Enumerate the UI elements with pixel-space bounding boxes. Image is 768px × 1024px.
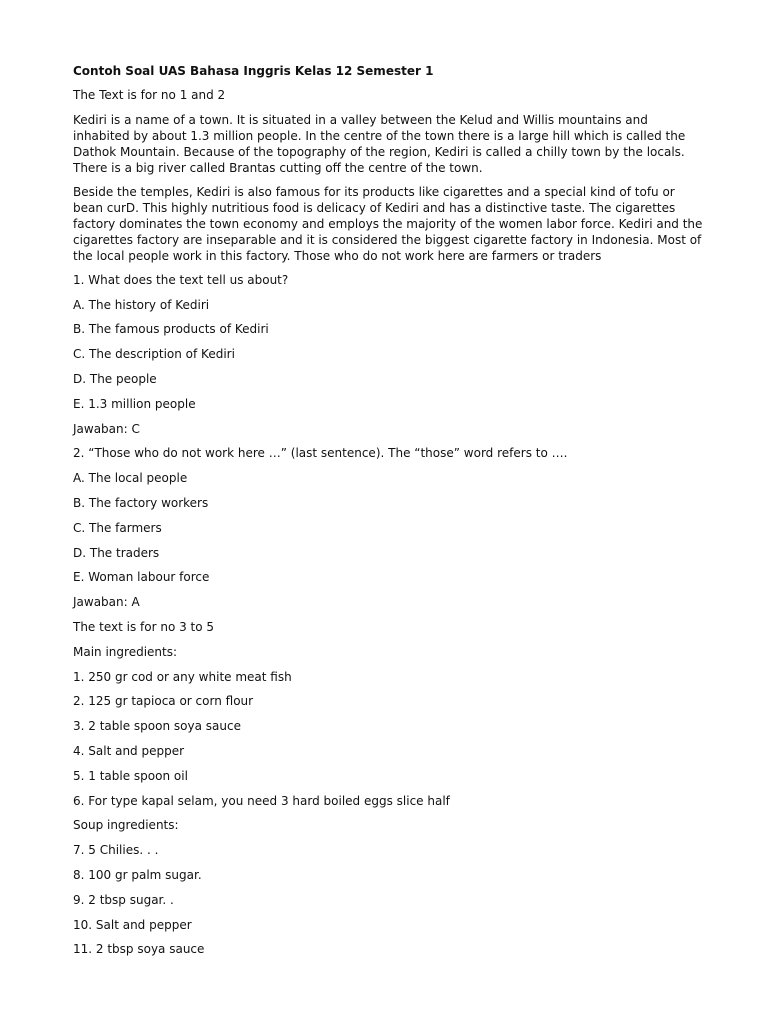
soup-ingredient-item: 11. 2 tbsp soya sauce (73, 942, 205, 957)
text-intro-3-5: The text is for no 3 to 5 (73, 619, 215, 634)
main-ingredient-item: 4. Salt and pepper (73, 743, 185, 758)
paragraph-2: Beside the temples, Kediri is also famous for its products like cigarettes and a special kind of tofu or bean curD. This highly nutritious food is delicacy of Kediri and has a distinctive taste. The cigarettes factory dominates the town economy and employs the majority of the women labor force. Kediri and the cigarettes factory are inseparable and it is considered the biggest cigarette factory in Indonesia. Most of the local people work in this factory. Those who do not work here are farmers or traders (73, 184, 703, 263)
soup-ingredient-item: 9. 2 tbsp sugar. . (73, 892, 174, 907)
paragraph-1: Kediri is a name of a town. It is situated in a valley between the Kelud and Willis mountains and inhabited by about 1.3 million people. In the centre of the town there is a large hill which is called the Dathok Mountain. Because of the topography of the region, Kediri is called a chilly town by the locals. There is a big river called Brantas cutting off the centre of the town. (73, 112, 686, 175)
question-1-option-c: C. The description of Kediri (73, 347, 235, 362)
soup-ingredient-item: 10. Salt and pepper (73, 917, 192, 932)
question-1-prompt: 1. What does the text tell us about? (73, 272, 289, 287)
question-2-answer: Jawaban: A (73, 595, 140, 610)
question-2-option-d: D. The traders (73, 545, 160, 560)
question-2-option-b: B. The factory workers (73, 495, 209, 510)
document-title: Contoh Soal UAS Bahasa Inggris Kelas 12 Semester 1 (73, 64, 434, 78)
main-ingredients-heading: Main ingredients: (73, 644, 178, 659)
soup-ingredients-heading: Soup ingredients: (73, 818, 179, 833)
document-page (73, 63, 703, 966)
question-1-option-a: A. The history of Kediri (73, 297, 210, 312)
question-1-option-e: E. 1.3 million people (73, 396, 196, 411)
text-intro-1-2: The Text is for no 1 and 2 (73, 88, 226, 102)
question-1-answer: Jawaban: C (73, 421, 140, 436)
question-2-option-c: C. The farmers (73, 520, 162, 535)
main-ingredient-item: 5. 1 table spoon oil (73, 768, 188, 783)
question-1-option-d: D. The people (73, 371, 157, 386)
main-ingredient-item: 1. 250 gr cod or any white meat fish (73, 669, 292, 684)
main-ingredient-item: 3. 2 table spoon soya sauce (73, 719, 241, 734)
question-1-option-b: B. The famous products of Kediri (73, 322, 269, 337)
main-ingredient-item: 6. For type kapal selam, you need 3 hard boiled eggs slice half (73, 793, 450, 808)
question-2-option-e: E. Woman labour force (73, 570, 210, 585)
question-2-option-a: A. The local people (73, 471, 188, 486)
soup-ingredient-item: 8. 100 gr palm sugar. (73, 867, 202, 882)
soup-ingredient-item: 7. 5 Chilies. . . (73, 843, 159, 858)
main-ingredient-item: 2. 125 gr tapioca or corn flour (73, 694, 254, 709)
question-2-prompt: 2. “Those who do not work here …” (last sentence). The “those” word refers to …. (73, 446, 568, 461)
